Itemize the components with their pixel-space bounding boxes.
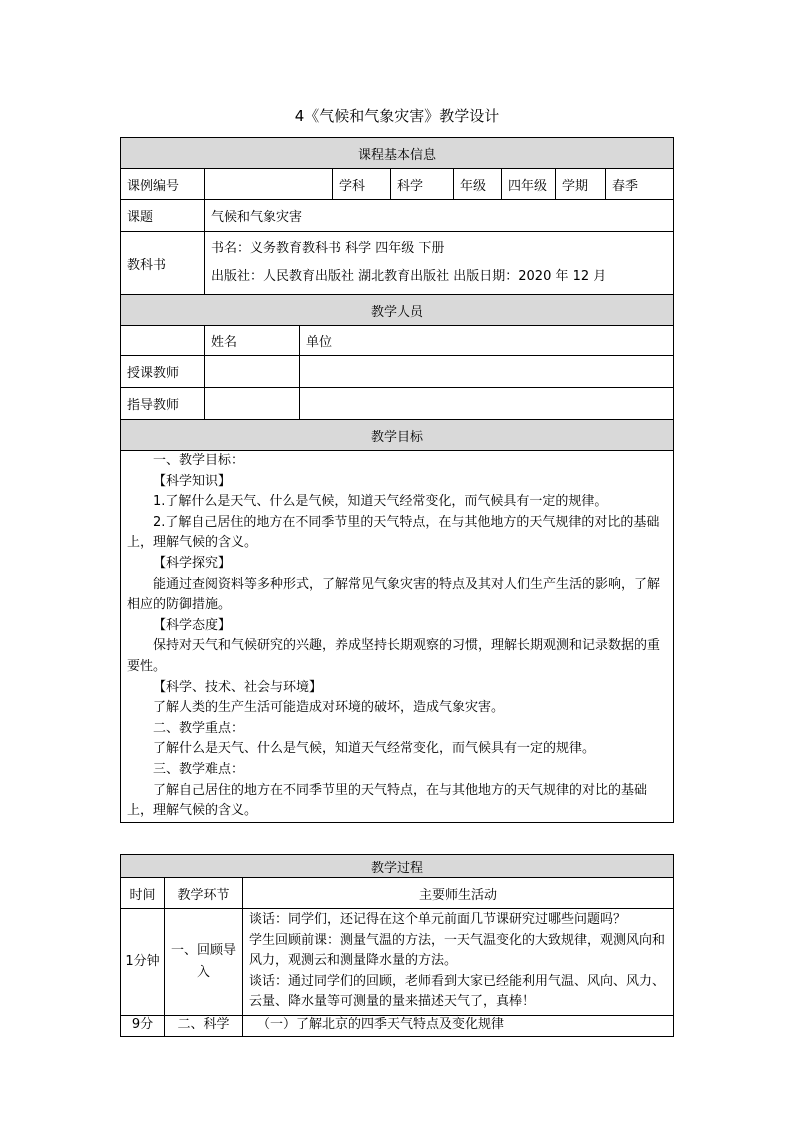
activity-line: 学生回顾前课：测量气温的方法，一天气温变化的大致规律，观测风向和风力，观测云和测量降水量的方法。 <box>249 932 666 968</box>
objective-line: 【科学探究】 <box>153 555 232 571</box>
process-time-cell: 1分钟 <box>121 909 165 1016</box>
document-title: 4《气候和气象灾害》教学设计 <box>294 107 500 125</box>
term-value: 春季 <box>606 169 674 200</box>
teaching-process-table <box>120 854 674 1037</box>
subject-value: 科学 <box>391 169 454 200</box>
staff-header: 教学人员 <box>121 295 674 326</box>
topic-label: 课题 <box>121 200 205 232</box>
grade-value: 四年级 <box>502 169 556 200</box>
objective-line: 2.了解自己居住的地方在不同季节里的天气特点，在与其他地方的天气规律的对比的基础上，理解气候的含义。 <box>127 514 660 551</box>
textbook-info <box>205 232 674 295</box>
objective-line: 【科学态度】 <box>153 617 232 633</box>
advisor-name[interactable] <box>205 388 300 420</box>
objective-line: 1.了解什么是天气、什么是气候，知道天气经常变化，而气候具有一定的规律。 <box>153 494 608 510</box>
process-stage-cell: 一、回顾导入 <box>165 909 243 1016</box>
topic-value: 气候和气象灾害 <box>205 200 674 232</box>
process-stage-cell: 二、科学 <box>165 1016 243 1037</box>
advisor-label: 指导教师 <box>121 388 205 420</box>
lecturer-unit[interactable] <box>300 356 674 388</box>
process-header: 教学过程 <box>121 855 674 878</box>
objective-line: 【科学、技术、社会与环境】 <box>153 679 323 695</box>
lecturer-label: 授课教师 <box>121 356 205 388</box>
objective-line: 能通过查阅资料等多种形式，了解常见气象灾害的特点及其对人们生产生活的影响，了解相应的防御措施。 <box>127 576 661 613</box>
advisor-unit[interactable] <box>300 388 674 420</box>
process-stage-col: 教学环节 <box>165 878 243 909</box>
objective-line: 了解人类的生产生活可能造成对环境的破坏，造成气象灾害。 <box>153 700 505 716</box>
term-label: 学期 <box>556 169 606 200</box>
process-activity-col: 主要师生活动 <box>243 878 674 909</box>
objective-line: 一、教学目标： <box>153 453 245 468</box>
textbook-publisher-line: 出版社：人民教育出版社 湖北教育出版社 出版日期：2020 年 12 月 <box>211 269 607 284</box>
objective-line: 二、教学重点： <box>153 720 245 736</box>
staff-corner-cell <box>121 326 205 356</box>
subject-label: 学科 <box>333 169 391 200</box>
course-info-table <box>120 137 674 823</box>
staff-unit-col: 单位 <box>300 326 674 356</box>
process-activity-cell <box>243 909 674 1016</box>
objective-line: 三、教学难点： <box>153 761 245 777</box>
objective-line: 【科学知识】 <box>153 473 232 489</box>
process-time-col: 时间 <box>121 878 165 909</box>
objective-line: 了解自己居住的地方在不同季节里的天气特点，在与其他地方的天气规律的对比的基础上，理解气候的含义。 <box>127 782 648 819</box>
staff-name-col: 姓名 <box>205 326 300 356</box>
activity-line: 谈话：同学们，还记得在这个单元前面几节课研究过哪些问题吗？ <box>249 912 627 927</box>
textbook-title-line: 书名：义务教育教科书 科学 四年级 下册 <box>211 241 445 256</box>
grade-label: 年级 <box>454 169 502 200</box>
textbook-label: 教科书 <box>121 232 205 295</box>
activity-line: 谈话：通过同学们的回顾，老师看到大家已经能利用气温、风向、风力、云量、降水量等可测量的量来描述天气了，真棒！ <box>249 973 666 1009</box>
case-no-value[interactable] <box>205 169 333 200</box>
objective-line: 保持对天气和气候研究的兴趣，养成坚持长期观察的习惯，理解长期观测和记录数据的重要性。 <box>127 638 661 674</box>
objectives-header: 教学目标 <box>121 420 674 451</box>
objectives-body <box>121 451 674 823</box>
objective-line: 了解什么是天气、什么是气候，知道天气经常变化，而气候具有一定的规律。 <box>153 741 596 757</box>
process-activity-cell: （一）了解北京的四季天气特点及变化规律 <box>243 1016 674 1037</box>
process-time-cell: 9分 <box>121 1016 165 1037</box>
lecturer-name[interactable] <box>205 356 300 388</box>
case-no-label: 课例编号 <box>121 169 205 200</box>
basic-info-header: 课程基本信息 <box>121 138 674 169</box>
